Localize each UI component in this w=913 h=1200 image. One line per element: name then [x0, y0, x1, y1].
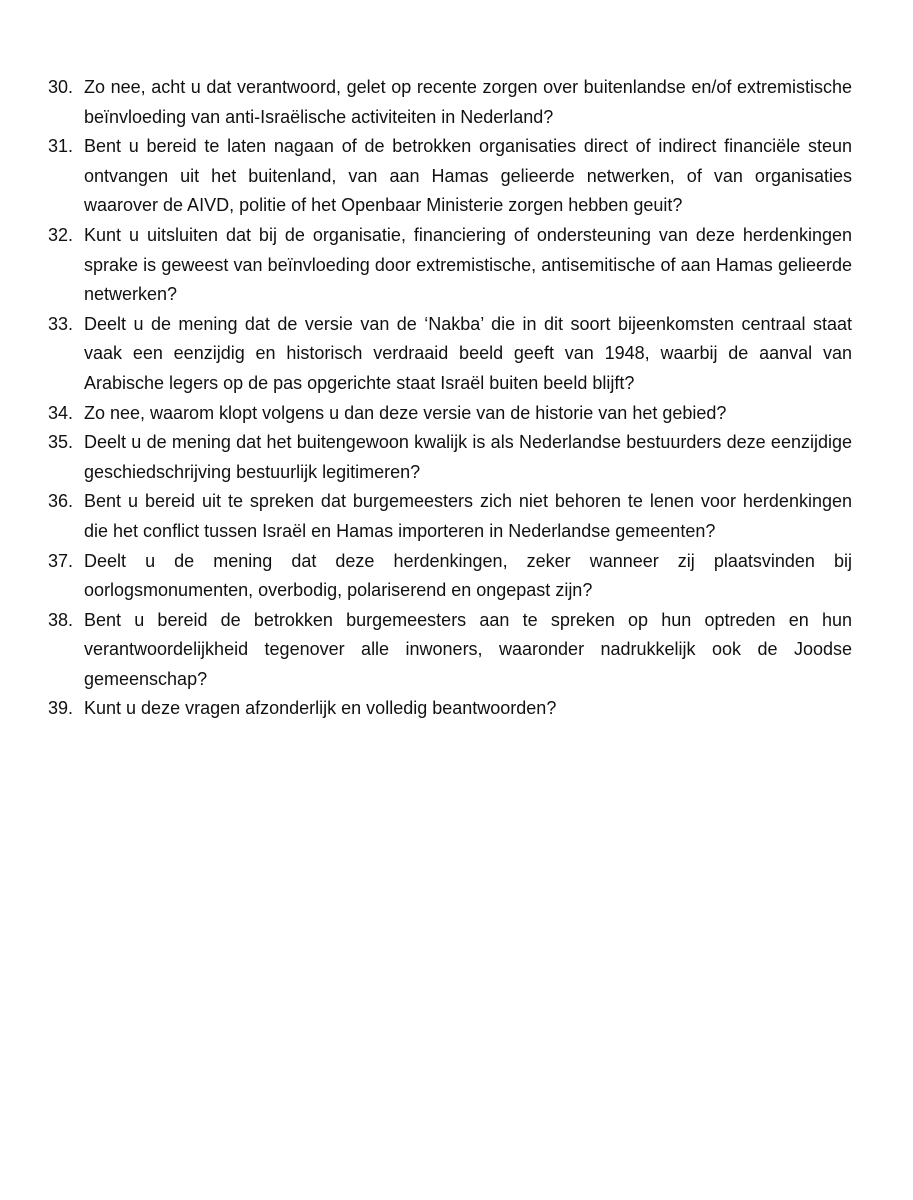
question-text: Bent u bereid uit te spreken dat burgemeesters zich niet behoren te lenen voor herdenkingen die het conflict tussen Israël en Hamas importeren in Nederlandse gemeenten?	[84, 491, 852, 541]
question-number: 34.	[48, 402, 74, 423]
question-number: 36.	[48, 491, 74, 512]
question-number: 33.	[48, 313, 74, 334]
question-item-33	[48, 310, 852, 399]
question-item-30	[48, 73, 852, 132]
question-number: 31.	[48, 136, 74, 157]
question-number: 37.	[48, 550, 74, 571]
question-item-37	[48, 547, 852, 606]
question-text: Bent u bereid de betrokken burgemeesters aan te spreken op hun optreden en hun verantwoordelijkheid tegenover alle inwoners, waaronder nadrukkelijk ook de Joodse gemeenschap?	[84, 609, 852, 689]
question-text: Bent u bereid te laten nagaan of de betrokken organisaties direct of indirect financiële steun ontvangen uit het buitenland, van aan Hamas gelieerde netwerken, of van organisaties waarover de AIVD, politie of het Openbaar Ministerie zorgen hebben geuit?	[84, 136, 852, 216]
question-text: Deelt u de mening dat de versie van de ‘Nakba’ die in dit soort bijeenkomsten centraal staat vaak een eenzijdig en historisch verdraaid beeld geeft van 1948, waarbij de aanval van Arabische legers op de pas opgerichte staat Israël buiten beeld blijft?	[84, 313, 852, 393]
question-number: 32.	[48, 224, 74, 245]
question-item-35	[48, 428, 852, 487]
question-list	[48, 73, 852, 724]
question-item-32	[48, 221, 852, 310]
question-number: 39.	[48, 698, 74, 719]
question-text: Zo nee, acht u dat verantwoord, gelet op recente zorgen over buitenlandse en/of extremistische beïnvloeding van anti-Israëlische activiteiten in Nederland?	[84, 77, 852, 127]
question-text: Zo nee, waarom klopt volgens u dan deze versie van de historie van het gebied?	[84, 402, 727, 423]
question-number: 38.	[48, 609, 74, 630]
question-item-39	[48, 694, 852, 724]
question-text: Deelt u de mening dat deze herdenkingen, zeker wanneer zij plaatsvinden bij oorlogsmonumenten, overbodig, polariserend en ongepast zijn?	[84, 550, 852, 601]
question-item-36	[48, 487, 852, 546]
question-item-38	[48, 606, 852, 695]
question-item-34	[48, 399, 852, 429]
question-number: 35.	[48, 432, 74, 453]
question-number: 30.	[48, 77, 74, 97]
question-text: Deelt u de mening dat het buitengewoon kwalijk is als Nederlandse bestuurders deze eenzijdige geschiedschrijving bestuurlijk legitimeren?	[84, 432, 852, 482]
question-text: Kunt u deze vragen afzonderlijk en volledig beantwoorden?	[84, 698, 557, 719]
question-item-31	[48, 132, 852, 221]
question-text: Kunt u uitsluiten dat bij de organisatie, financiering of ondersteuning van deze herdenkingen sprake is geweest van beïnvloeding door extremistische, antisemitische of aan Hamas gelieerde netwerken?	[84, 224, 852, 305]
